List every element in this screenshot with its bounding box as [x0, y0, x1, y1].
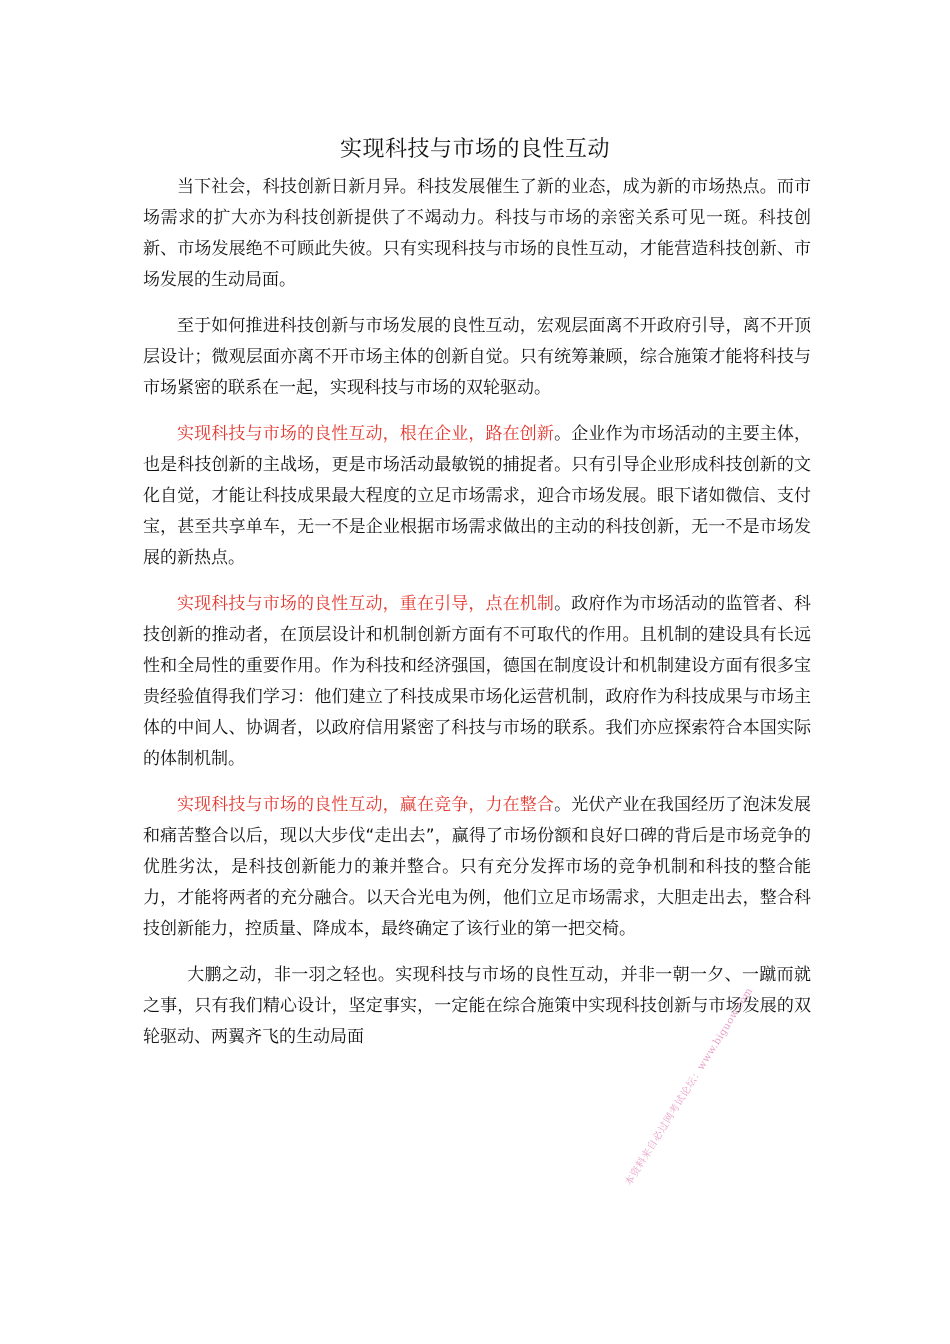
highlighted-lead: 实现科技与市场的良性互动，赢在竞争，力在整合: [177, 795, 555, 815]
paragraph-5: [143, 790, 811, 945]
paragraph-3: [143, 419, 811, 574]
watermark-text: 本资料来自必过网考试论坛：www.biguow.com: [623, 985, 756, 1188]
paragraph-text: 至于如何推进科技创新与市场发展的良性互动，宏观层面离不开政府引导，离不开顶层设计；微观层面亦离不开市场主体的创新自觉。只有统筹兼顾，综合施策才能将科技与市场紧密的联系在一起，实现科技与市场的双轮驱动。: [143, 316, 811, 398]
paragraph-text: 。光伏产业在我国经历了泡沫发展和痛苦整合以后，现以大步伐“走出去”，赢得了市场份额和良好口碑的背后是市场竞争的优胜劣汰，是科技创新能力的兼并整合。只有充分发挥市场的竞争机制和科技的整合能力，才能将两者的充分融合。以天合光电为例，他们立足市场需求，大胆走出去，整合科技创新能力，控质量、降成本，最终确定了该行业的第一把交椅。: [143, 795, 812, 939]
highlighted-lead: 实现科技与市场的良性互动，根在企业，路在创新: [177, 424, 555, 444]
paragraph-text: 。政府作为市场活动的监管者、科技创新的推动者，在顶层设计和机制创新方面有不可取代的作用。且机制的建设具有长远性和全局性的重要作用。作为科技和经济强国，德国在制度设计和机制建设方面有很多宝贵经验值得我们学习：他们建立了科技成果市场化运营机制，政府作为科技成果与市场主体的中间人、协调者，以政府信用紧密了科技与市场的联系。我们亦应探索符合本国实际的体制机制。: [143, 594, 812, 769]
paragraph-text: 当下社会，科技创新日新月异。科技发展催生了新的业态，成为新的市场热点。而市场需求的扩大亦为科技创新提供了不竭动力。科技与市场的亲密关系可见一斑。科技创新、市场发展绝不可顾此失彼。只有实现科技与市场的良性互动，才能营造科技创新、市场发展的生动局面。: [143, 177, 811, 290]
paragraph-2: [143, 311, 811, 404]
paragraph-text: 。企业作为市场活动的主要主体，也是科技创新的主战场，更是市场活动最敏锐的捕捉者。只有引导企业形成科技创新的文化自觉，才能让科技成果最大程度的立足市场需求，迎合市场发展。眼下诸如微信、支付宝，甚至共享单车，无一不是企业根据市场需求做出的主动的科技创新，无一不是市场发展的新热点。: [143, 424, 812, 568]
paragraph-text: 大鹏之动，非一羽之轻也。实现科技与市场的良性互动，并非一朝一夕、一蹴而就之事，只有我们精心设计，坚定事实，一定能在综合施策中实现科技创新与市场发展的双轮驱动、两翼齐飞的生动局面: [143, 965, 811, 1047]
document-title: 实现科技与市场的良性互动: [339, 137, 610, 162]
highlighted-lead: 实现科技与市场的良性互动，重在引导，点在机制: [177, 594, 555, 614]
paragraph-1: [143, 172, 811, 296]
document-body: [143, 172, 811, 1068]
paragraph-4: [143, 589, 811, 775]
